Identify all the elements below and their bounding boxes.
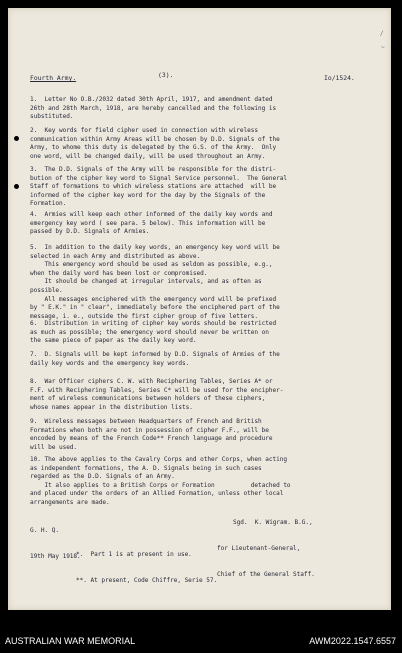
accession-number: AWM2022.1547.6557: [309, 636, 396, 646]
paragraph-line: 2. Key words for field cipher used in connection with wireless: [30, 127, 258, 134]
paragraph-line: Formations when both are not in possession of cipher F.F., will be: [30, 426, 269, 434]
paragraph-line: 1. Letter No O.B./2032 dated 30th April, 1917, and amendment dated: [30, 96, 273, 103]
paragraph-line: 9. Wireless messages between Headquarters of French and British: [30, 418, 262, 425]
signature-line: Sgd. K. Wigram. B.G.,: [233, 519, 313, 527]
paragraph-line: by " E.K." in " clear", immediately before the enciphered part of the: [30, 304, 280, 312]
paragraph-line: It also applies to a British Corps or Formation detached to: [30, 481, 291, 489]
paragraph-4: [30, 211, 272, 237]
paragraph-line: when the daily word has been lost or compromised.: [30, 269, 208, 277]
office-line: 19th May 1918.: [30, 552, 81, 560]
paragraph-line: bution of the cipher key word to Signal Service personnel. The General: [30, 174, 287, 182]
paragraph-10: [30, 456, 291, 508]
archive-name: AUSTRALIAN WAR MEMORIAL: [5, 636, 136, 646]
archive-footer: [0, 617, 402, 653]
paragraph-line: the same piece of paper as the daily key word.: [30, 337, 197, 345]
paragraph-line: daily key words and the emergency key words.: [30, 359, 190, 367]
paragraph-line: regarded as the D.D. Signals of an Army.: [30, 473, 175, 481]
document-page: [8, 8, 391, 610]
paragraph-7: [30, 351, 280, 368]
paragraph-line: F.F. with Reciphering Tables, Series C* will be used for the encipher-: [30, 386, 284, 394]
paragraph-line: encoded by means of the French Code** French language and procedure: [30, 435, 273, 443]
paragraph-line: It should be changed at irregular intervals, and as often as: [30, 278, 262, 286]
paragraph-line: 8. War Officer ciphers C. W. with Reciphering Tables, Series A* or: [30, 378, 273, 385]
paragraph-8: [30, 378, 283, 412]
paragraph-line: This emergency word should be used as seldom as possible, e.g.,: [30, 261, 273, 269]
paragraph-line: message, i. e., outside the first cipher group of five letters.: [30, 312, 258, 320]
paragraph-2: [30, 127, 280, 161]
paragraph-9: [30, 418, 272, 452]
paragraph-line: passed by D.D. Signals of Armies.: [30, 228, 150, 236]
paragraph-line: 10. The above applies to the Cavalry Corps and other Corps, when acting: [30, 456, 287, 463]
punch-hole: [14, 184, 19, 189]
paragraph-line: All messages enciphered with the emergency word will be prefixed: [30, 295, 277, 303]
signature-block: [217, 502, 315, 597]
paragraph-line: as much as possible; the emergency word should never be written on: [30, 328, 269, 336]
paragraph-line: one word, will be changed daily, will be used throughout an Army.: [30, 152, 266, 160]
page-number: (3).: [158, 71, 174, 79]
margin-mark: ~: [381, 44, 385, 51]
margin-mark: /: [380, 30, 384, 37]
paragraph-line: as independent formations, the A. D. Signals being in such cases: [30, 464, 262, 472]
paragraph-line: emergency key word ( see para. 5 below). This information will be: [30, 219, 266, 227]
paragraph-line: possible.: [30, 286, 63, 294]
paragraph-line: will be used.: [30, 443, 78, 451]
paragraph-1: [30, 96, 276, 122]
footnotes: [76, 534, 217, 603]
footnote: *. Part 1 is at present in use.: [76, 551, 192, 559]
paragraph-line: 4. Armies will keep each other informed of the daily key words and: [30, 211, 273, 218]
office-line: G. H. Q.: [30, 527, 59, 535]
paragraph-line: 5. In addition to the daily key words, an emergency key word will be: [30, 244, 280, 251]
paragraph-5: [30, 244, 280, 321]
paragraph-line: substituted.: [30, 113, 74, 121]
army-heading: Fourth Army.: [30, 74, 77, 82]
paragraph-6: [30, 320, 276, 346]
signature-line: Chief of the General Staff.: [217, 570, 315, 578]
paragraph-line: Formation.: [30, 200, 67, 208]
signature-line: for Lieutenant-General,: [217, 544, 301, 552]
paragraph-line: Staff of formations to which wireless stations are attached will be: [30, 183, 277, 191]
paragraph-line: informed of the cipher key word for the day by the Signals of the: [30, 191, 266, 199]
paragraph-line: Army, to whome this duty is delegated by the G.S. of the Army. Only: [30, 144, 277, 152]
punch-hole: [14, 136, 19, 141]
paragraph-line: and placed under the orders of an Allied Formation, unless other local: [30, 490, 284, 498]
paragraph-line: 7. D. Signals will be kept informed by D.D. Signals of Armies of the: [30, 351, 280, 358]
paragraph-line: communication within Army Areas will be chosen by D.D. Signals of the: [30, 135, 280, 143]
paragraph-line: ment of wireless communications between holders of these ciphers,: [30, 395, 266, 403]
reference-number: Io/1524.: [324, 74, 355, 82]
footnote: **. At present, Code Chiffre, Serie 57.: [76, 576, 218, 584]
paragraph-line: selected in each Army and distributed as above.: [30, 252, 201, 260]
paragraph-3: [30, 166, 287, 209]
paragraph-line: whose names appear in the distribution lists.: [30, 403, 193, 411]
paragraph-line: arrangements are made.: [30, 498, 110, 506]
paragraph-line: 6. Distribution in writing of cipher key words should be restricted: [30, 320, 277, 327]
paragraph-line: 26th and 28th March, 1918, are hereby cancelled and the following is: [30, 104, 277, 112]
issuing-office: [30, 510, 81, 579]
paragraph-line: 3. The D.D. Signals of the Army will be responsible for the distri-: [30, 166, 277, 173]
